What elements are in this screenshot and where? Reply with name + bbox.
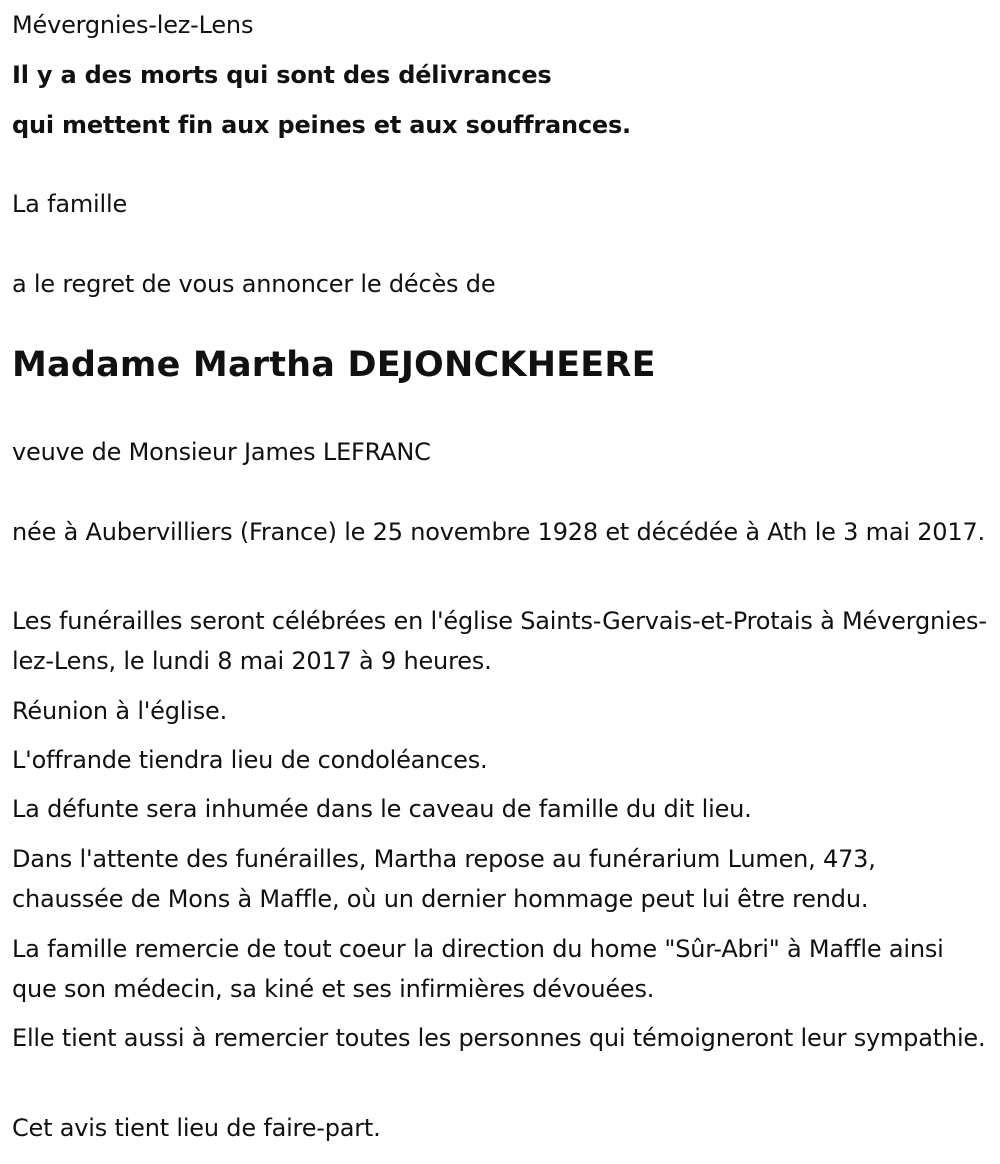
location-text: Mévergnies-lez-Lens bbox=[12, 11, 254, 39]
quote-line-2: qui mettent fin aux peines et aux souffrances. bbox=[12, 111, 631, 139]
widow-of-text: veuve de Monsieur James LEFRANC bbox=[12, 438, 431, 466]
meeting-paragraph: Réunion à l'église. bbox=[12, 697, 228, 725]
quote-line-1: Il y a des morts qui sont des délivrances bbox=[12, 61, 552, 89]
notice-closing-paragraph: Cet avis tient lieu de faire-part. bbox=[12, 1114, 381, 1142]
deceased-name: Madame Martha DEJONCKHEERE bbox=[12, 345, 656, 385]
thanks-home-paragraph: La famille remercie de tout coeur la direction du home "Sûr-Abri" à Maffle ainsi que son médecin, sa kiné et ses infirmières dévouées. bbox=[12, 935, 944, 1003]
funeral-paragraph: Les funérailles seront célébrées en l'église Saints-Gervais-et-Protais à Mévergnies-lez-Lens, le lundi 8 mai 2017 à 9 heures. bbox=[12, 607, 987, 675]
offering-paragraph: L'offrande tiendra lieu de condoléances. bbox=[12, 746, 488, 774]
burial-paragraph: La défunte sera inhumée dans le caveau de famille du dit lieu. bbox=[12, 795, 752, 823]
thanks-sympathy-paragraph: Elle tient aussi à remercier toutes les personnes qui témoigneront leur sympathie. bbox=[12, 1024, 986, 1052]
birth-death-paragraph: née à Aubervilliers (France) le 25 novembre 1928 et décédée à Ath le 3 mai 2017. bbox=[12, 518, 985, 546]
funeral-home-paragraph: Dans l'attente des funérailles, Martha repose au funérarium Lumen, 473, chaussée de Mons à Maffle, où un dernier hommage peut lui être rendu. bbox=[12, 845, 876, 913]
announcement-text: a le regret de vous annoncer le décès de bbox=[12, 270, 496, 298]
family-text: La famille bbox=[12, 190, 128, 218]
